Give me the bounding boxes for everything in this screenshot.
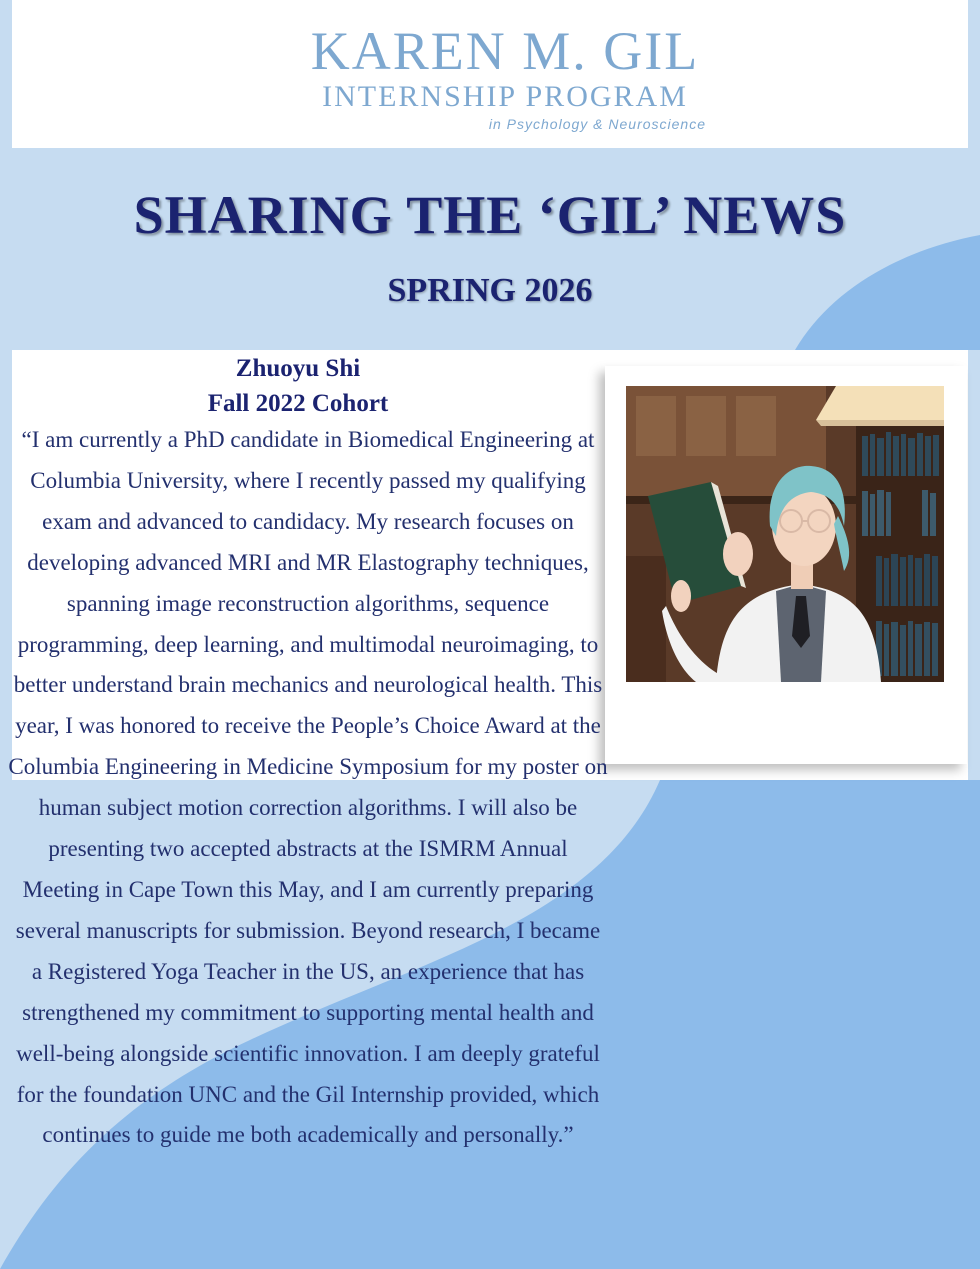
logo-program-subtitle: INTERNSHIP PROGRAM bbox=[322, 80, 688, 113]
program-logo bbox=[12, 0, 968, 148]
profile-cohort: Fall 2022 Cohort bbox=[207, 390, 389, 417]
profile-name: Zhuoyu Shi bbox=[235, 355, 361, 382]
header-logo-band bbox=[12, 0, 968, 148]
logo-program-name: KAREN M. GIL bbox=[310, 21, 700, 81]
newsletter-title: SHARING THE ‘GIL’ NEWS bbox=[133, 185, 847, 245]
newsletter-season: SPRING 2026 bbox=[387, 272, 593, 309]
profile-photo bbox=[626, 386, 944, 682]
profile-quote: “I am currently a PhD candidate in Biomedical Engineering at Columbia University, where I recently passed my qualifying exam and advanced to candidacy. My research focuses on developing advanced MRI and MR Elastography techniques, spanning image reconstruction algorithms, sequence programming, deep learning, and multimodal neuroimaging, to better understand brain mechanics and neurological health. This year, I was honored to receive the People’s Choice Award at the Columbia Engineering in Medicine Symposium for my poster on human subject motion correction algorithms. I will also be presenting two accepted abstracts at the ISMRM Annual Meeting in Cape Town this May, and I am currently preparing several manuscripts for submission. Beyond research, I became a Registered Yoga Teacher in the US, an experience that has strengthened my commitment to supporting mental health and well-being alongside scientific innovation. I am deeply grateful for the foundation UNC and the Gil Internship provided, which continues to guide me both academically and personally.” bbox=[8, 427, 608, 1148]
logo-tagline: in Psychology & Neuroscience bbox=[488, 116, 706, 132]
